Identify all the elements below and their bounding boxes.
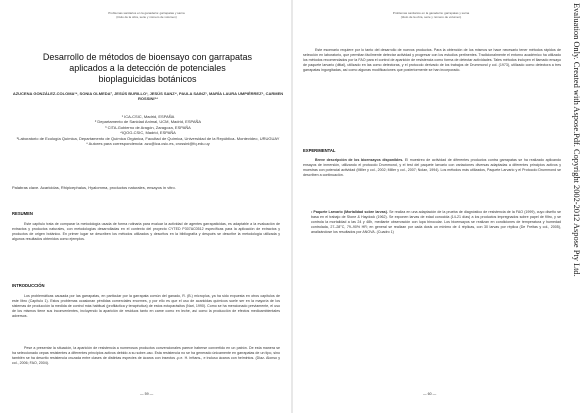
experimental-text: El muestreo de actividad de diferentes productos contra garrapatas se ha realizado aplicando ensayos de inmersión, utilizando el protocolo Drummond, y el test del paquete larvario con variaciones diversas adaptadas a diferentes principios activos y muestras con potencial actividad (Miller y col., 2002; Miller y col., 2007; Nolan, 1994). Los métodos más utilizados, Paquete Larvario y el Protocolo Drummond se describen a continuación. bbox=[303, 158, 562, 177]
evaluation-watermark bbox=[571, 3, 583, 410]
bullet-item bbox=[311, 210, 561, 235]
intro-paragraph-2: Pese a presentar la situación, la aparición de resistencia a numerosos productos convencionales parece haberse convertido en un patrón. De esta manera se ha seleccionado cepas resistentes a diferentes principios activos debido a su sobre-uso. Esta resistencia no se ha generado únicamente en garrapatas de un tipo, sino también se ha descrito resistencia cruzada entre clases de distintas especies de ácaros con insectos -p.e. H. irritans-, e incluso ácaros con helmintos. (Diaz- Alonso y col., 2006; FAO, 2004). bbox=[12, 346, 280, 365]
affiliations: ¹ ICA-CSIC, Madrid, ESPAÑA ² Departamento de Sanidad Animal, UCM, Madrid, ESPAÑA ³ CITA-Gobierno de Aragón, Zaragoza, ESPAÑA ⁴IQOG-CSIC, Madrid, ESPAÑA ⁵Laboratorio de Ecología Química, Departamento de Química Orgánica, Facultad de Química, Universidad de la República- Montevideo, URUGUAY * Autores para correspondencia: azu@ica.csic.es, crossini@fq.edu.uy bbox=[16, 114, 280, 147]
page-number-right: — 60 — bbox=[423, 392, 437, 396]
resumen-paragraph: Este capítulo trata de comparar la metodología usada de forma rutinaria para evaluar la actividad de agentes garrapaticidas, es adaptable a la evaluación de extractos y productos naturales, con metodologías desarrolladas en el contexto del proyecto CYTED P307AC0512 específicas para la aplicación de extractos y productos de origen botánico. En primer lugar se describen los métodos utilizados y descritos en la bibliografía y después se describe la metodología utilizada y algunos resultados obtenidos como ejemplos. bbox=[12, 222, 280, 241]
running-header-left: Problemas sanitarios en la ganadería: garrapatas y sarna (título de la obra, serie y número de volumen) bbox=[108, 11, 185, 19]
bullet-icon: • bbox=[311, 210, 314, 214]
introduction-heading: INTRODUCCIÓN bbox=[12, 283, 45, 288]
keywords: Palabras clave. Acaricidas, Rhipicephalus, Hyalomma, productos naturales, ensayos in vitro. bbox=[12, 185, 176, 190]
intro-paragraph-3: Este escenario requiere por lo tanto del desarrollo de nuevos productos. Para la obtención de los mismos se hace necesario tener métodos rápidos de selección en laboratorio, que permitan fácilmente detectar actividad y progresar con los estudios pertinentes. Tradicionalmente el entorno académico ha utilizado los métodos recomendados por la FAO para el control de aparición de resistencia como forma de detectar actividades. Tales métodos incluyen el llamado ensayo de paquete larvario (ditial), utilizado en las como detectoras, y el protocolo derivado de los trabajos de Drummond y col. (1973), utilizado como detectora a tres garrapatas ingurgitadas, así como algunas modificaciones que posteriormente se han incorporado. bbox=[303, 48, 561, 72]
intro-paragraph-1: Los problemáticas causada por las garrapatas, en particular por la garrapata común del ganado, R. (B.) microplus, ya ha sido expuesta en otros capítulos de este libro (Capítulo 1). Estos problemas ocasionan pérdidas comerciales enormes, y por ello es que el uso de acaricidas químicos suele ser en la mayoría de los sistemas de producción la medida de control más habitual (profiláctica y terapéutica) de estos ectoparásitos (Nari, 1990). Como se ha mencionado previamente, el uso de los mismos tiene sus inconvenientes, incluyendo la aparición de residuos tanto en carne como en leche, así como la producción de efectos medioambientales adversos. bbox=[12, 294, 280, 318]
experimental-heading: EXPERIMENTAL bbox=[303, 148, 336, 153]
experimental-paragraph bbox=[303, 158, 561, 178]
bullet-text: Se realiza en una adaptación de la prueba de diagnóstico de resistencia de la FAO (1999), cuyo diseño se basa en el trabajo de Stone & Haydock (1962). Se exponen larvas de edad conocida (14-21 días) a los productos impregnados sobre papel de filtro, y se controla la mortalidad a las 24 y 48h, mediante observación con lupa binocular. Los bioensayos se realizan en condiciones de temperatura y humedad controlada, 27–28°C, 79–90% HR; en general se realizan por cada dosis un mínimo de 4 réplicas, con 30 larvas por réplica (De Freitas y col., 2005), analizándose los resultados por ANOVA. (Cuadro 1) bbox=[311, 210, 562, 234]
right-page bbox=[293, 0, 569, 413]
bullet-label: Paquete Larvario (Mortalidad sobre larvas). bbox=[313, 210, 388, 214]
running-header-right: Problemas sanitarios en la ganadería: garrapatas y sarna (título de la obra, serie y número de volumen) bbox=[392, 11, 470, 19]
watermark-text: Evaluation Only. Created with Aspose.Pdf. Copyright 2002-2012 Aspose Pty Ltd. bbox=[572, 3, 581, 277]
resumen-heading: RESUMEN bbox=[12, 211, 33, 216]
chapter-title: Desarrollo de métodos de bioensayo con garrapatas aplicados a la detección de potenciales bioplaguicidas botánicos bbox=[42, 52, 253, 84]
author-list: AZUCENA GONZÁLEZ-COLOMA¹*, SONIA OLMEDA², JESÚS BURILLO³, JESÚS SANZ⁴, PAULA SAINZ¹, MARÍA LAURA UMPIÉRREZ⁵, CARMEN ROSSINI⁵* bbox=[12, 91, 284, 102]
page-number-left: — 59 — bbox=[140, 392, 154, 396]
bioassay-lead: Breve descripción de los bioensayos disponibles. bbox=[315, 158, 404, 162]
